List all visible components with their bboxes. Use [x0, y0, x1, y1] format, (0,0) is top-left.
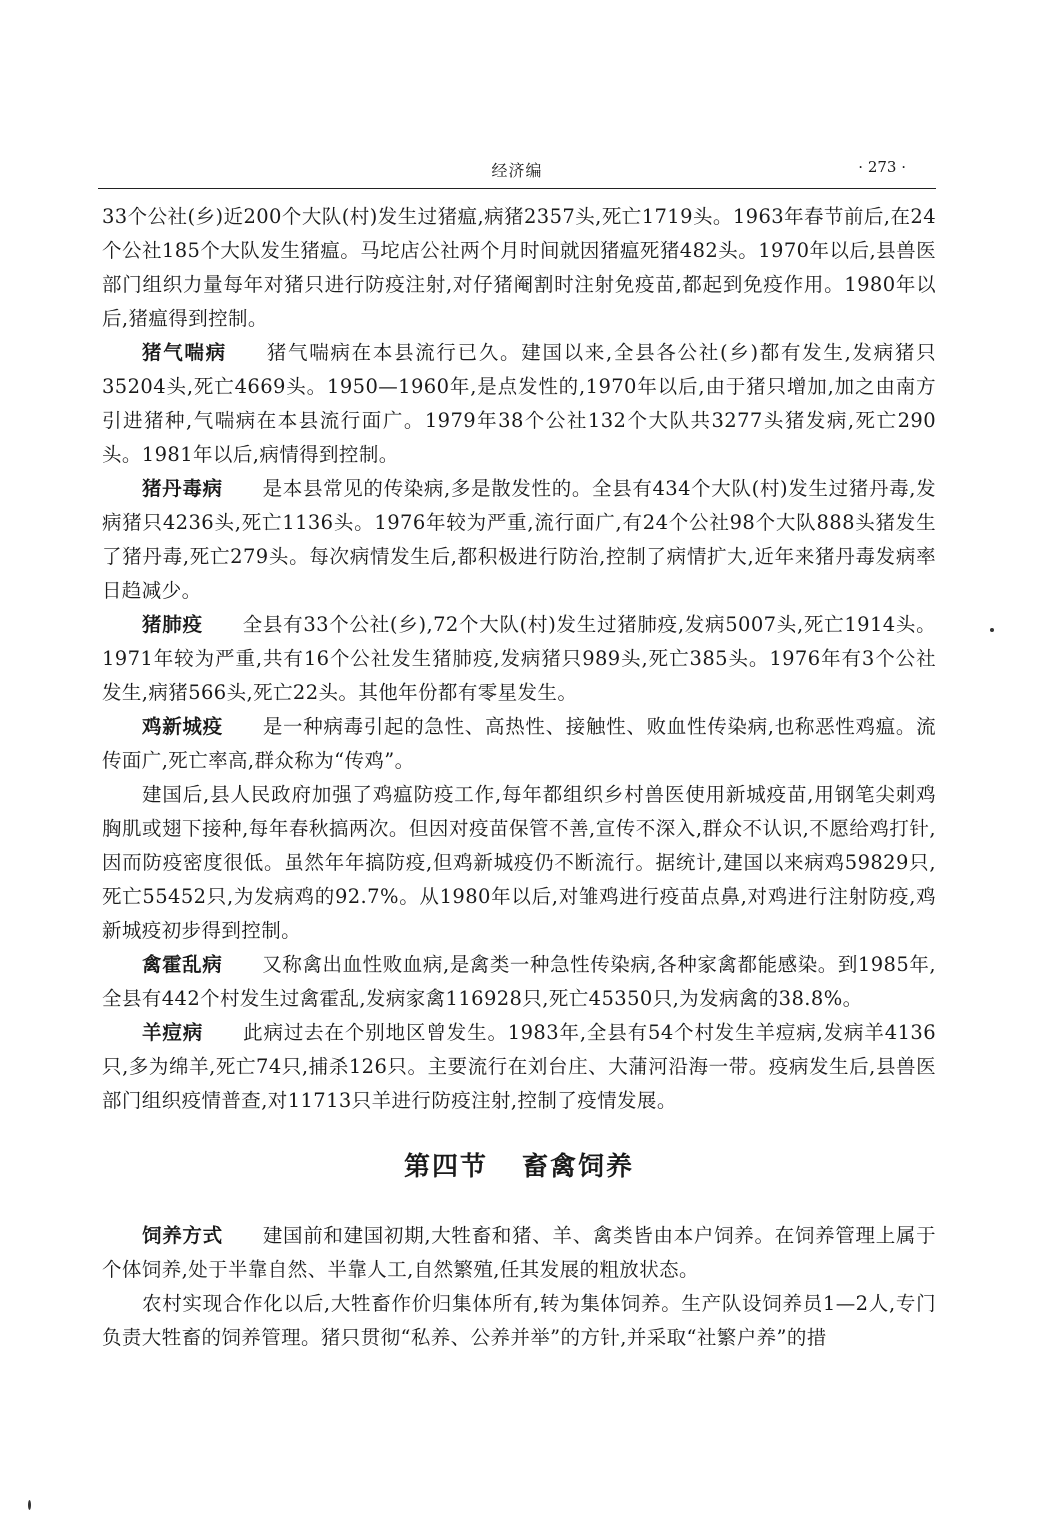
paragraph [102, 336, 936, 472]
paragraph-heading: 羊痘病 [142, 1021, 204, 1044]
paragraph [102, 608, 936, 710]
paragraph-heading: 猪肺疫 [142, 613, 203, 636]
paragraph-text: 全县有33个公社(乡),72个大队(村)发生过猪肺疫,发病5007头,死亡1914头。1971年较为严重,共有16个公社发生猪肺疫,发病猪只989头,死亡385头。1976年有3个公社发生,病猪566头,死亡22头。其他年份都有零星发生。 [102, 613, 937, 704]
page-number: · 273 · [858, 158, 906, 176]
page-body [102, 200, 936, 1355]
section-title [102, 1146, 936, 1183]
paragraph-text: 33个公社(乡)近200个大队(村)发生过猪瘟,病猪2357头,死亡1719头。1963年春节前后,在24个公社185个大队发生猪瘟。马坨店公社两个月时间就因猪瘟死猪482头。1970年以后,县兽医部门组织力量每年对猪只进行防疫注射,对仔猪阉割时注射免疫苗,都起到免疫作用。1980年以后,猪瘟得到控制。 [102, 205, 936, 330]
paragraph-text: 建国后,县人民政府加强了鸡瘟防疫工作,每年都组织乡村兽医使用新城疫苗,用钢笔尖刺鸡胸肌或翅下接种,每年春秋搞两次。但因对疫苗保管不善,宣传不深入,群众不认识,不愿给鸡打针,因而防疫密度很低。虽然年年搞防疫,但鸡新城疫仍不断流行。据统计,建国以来病鸡59829只,死亡55452只,为发病鸡的92.7%。从1980年以后,对雏鸡进行疫苗点鼻,对鸡进行注射防疫,鸡新城疫初步得到控制。 [102, 783, 936, 942]
paragraph [102, 778, 936, 948]
paragraph-heading: 禽霍乱病 [142, 953, 223, 976]
section-name: 畜禽饲养 [522, 1152, 635, 1182]
paragraph [102, 1016, 936, 1118]
scan-speck [990, 628, 994, 632]
paragraph-text: 又称禽出血性败血病,是禽类一种急性传染病,各种家禽都能感染。到1985年,全县有442个村发生过禽霍乱,发病家禽116928只,死亡45350只,为发病禽的38.8%。 [102, 953, 936, 1010]
paragraph [102, 710, 936, 778]
paragraph-text: 此病过去在个别地区曾发生。1983年,全县有54个村发生羊痘病,发病羊4136只,多为绵羊,死亡74只,捕杀126只。主要流行在刘台庄、大蒲河沿海一带。疫病发生后,县兽医部门组织疫情普查,对11713只羊进行防疫注射,控制了疫情发展。 [102, 1021, 937, 1112]
paragraph [102, 1219, 936, 1287]
running-title: 经济编 [491, 161, 543, 180]
scan-speck [28, 1500, 31, 1510]
paragraph-text: 是本县常见的传染病,多是散发性的。全县有434个大队(村)发生过猪丹毒,发病猪只4236头,死亡1136头。1976年较为严重,流行面广,有24个公社98个大队888头猪发生了猪丹毒,死亡279头。每次病情发生后,都积极进行防治,控制了病情扩大,近年来猪丹毒发病率日趋减少。 [102, 477, 936, 602]
paragraph-text: 猪气喘病在本县流行已久。建国以来,全县各公社(乡)都有发生,发病猪只35204头,死亡4669头。1950—1960年,是点发性的,1970年以后,由于猪只增加,加之由南方引进猪种,气喘病在本县流行面广。1979年38个公社132个大队共3277头猪发病,死亡290头。1981年以后,病情得到控制。 [102, 341, 936, 466]
paragraph-heading: 鸡新城疫 [142, 715, 223, 738]
paragraph [102, 1287, 936, 1355]
paragraph [102, 472, 936, 608]
paragraph-heading: 猪气喘病 [142, 341, 227, 364]
paragraph-heading: 猪丹毒病 [142, 477, 223, 500]
section-number: 第四节 [403, 1152, 488, 1182]
page-header [98, 148, 936, 189]
paragraph-text: 是一种病毒引起的急性、高热性、接触性、败血性传染病,也称恶性鸡瘟。流传面广,死亡率高,群众称为“传鸡”。 [102, 715, 936, 772]
paragraph [102, 200, 936, 336]
paragraph-heading: 饲养方式 [142, 1224, 223, 1247]
paragraph-text: 建国前和建国初期,大牲畜和猪、羊、禽类皆由本户饲养。在饲养管理上属于个体饲养,处于半靠自然、半靠人工,自然繁殖,任其发展的粗放状态。 [102, 1224, 936, 1281]
paragraph [102, 948, 936, 1016]
paragraph-text: 农村实现合作化以后,大牲畜作价归集体所有,转为集体饲养。生产队设饲养员1—2人,专门负责大牲畜的饲养管理。猪只贯彻“私养、公养并举”的方针,并采取“社繁户养”的措 [102, 1292, 936, 1349]
